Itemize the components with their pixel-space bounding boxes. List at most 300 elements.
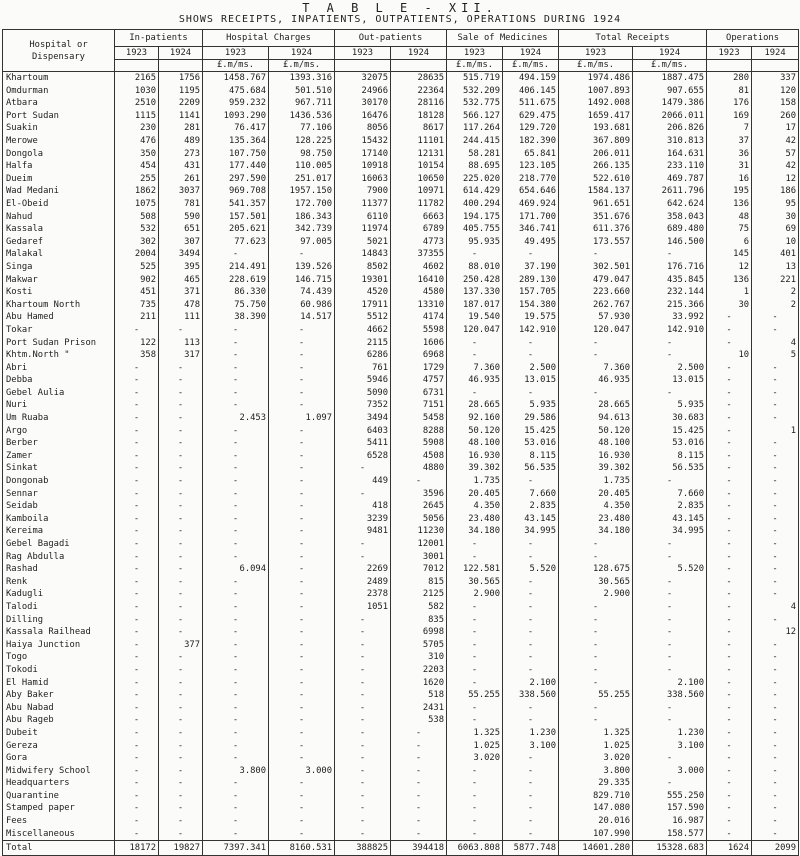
cell-value: - — [115, 588, 159, 601]
cell-value: - — [203, 437, 269, 450]
table-row — [3, 513, 799, 526]
cell-value: - — [203, 752, 269, 765]
cell-value: - — [203, 739, 269, 752]
cell-value: - — [203, 525, 269, 538]
unit-header: £.m/ms. — [633, 60, 707, 72]
cell-value: 7 — [707, 122, 752, 135]
row-name: El-Obeid — [3, 198, 115, 211]
cell-value: - — [707, 437, 752, 450]
cell-value: - — [203, 689, 269, 702]
cell-value: 961.651 — [559, 198, 633, 211]
cell-value: 7.660 — [633, 488, 707, 501]
row-name: Abu Hamed — [3, 311, 115, 324]
cell-value: 39.302 — [559, 462, 633, 475]
cell-value: - — [335, 626, 391, 639]
cell-value: 244.415 — [447, 135, 503, 148]
cell-value: - — [269, 815, 335, 828]
cell-value: - — [707, 563, 752, 576]
cell-value: - — [391, 802, 447, 815]
cell-value: - — [633, 336, 707, 349]
cell-value: - — [115, 739, 159, 752]
cell-value: 337 — [752, 72, 799, 85]
cell-value: 289.130 — [503, 274, 559, 287]
cell-value: 34.995 — [633, 525, 707, 538]
cell-value: 465 — [159, 274, 203, 287]
cell-value: - — [159, 626, 203, 639]
cell-value: 33.992 — [633, 311, 707, 324]
cell-value: 55.255 — [559, 689, 633, 702]
cell-value: - — [707, 588, 752, 601]
blank-header — [335, 60, 391, 72]
cell-value: 2 — [752, 299, 799, 312]
table-row — [3, 714, 799, 727]
cell-value: 522.610 — [559, 173, 633, 186]
row-name: Omdurman — [3, 85, 115, 98]
cell-value: 42 — [752, 160, 799, 173]
cell-value: - — [115, 399, 159, 412]
cell-value: 4.350 — [559, 500, 633, 513]
cell-value: - — [203, 777, 269, 790]
table-row — [3, 551, 799, 564]
cell-value: - — [447, 664, 503, 677]
table-row — [3, 614, 799, 627]
table-row — [3, 500, 799, 513]
row-name: Sinkat — [3, 462, 115, 475]
cell-value: 233.110 — [633, 160, 707, 173]
cell-value: 173.557 — [559, 236, 633, 249]
row-name: Suakin — [3, 122, 115, 135]
cell-value: - — [707, 727, 752, 740]
cell-value: - — [203, 248, 269, 261]
cell-value: 24966 — [335, 85, 391, 98]
cell-value: 128.225 — [269, 135, 335, 148]
cell-value: - — [203, 362, 269, 375]
cell-value: - — [633, 248, 707, 261]
cell-value: 6 — [707, 236, 752, 249]
cell-value: 735 — [115, 299, 159, 312]
cell-value: 10650 — [391, 173, 447, 186]
cell-value: 2.500 — [503, 362, 559, 375]
table-row — [3, 173, 799, 186]
cell-value: 5598 — [391, 324, 447, 337]
cell-value: 302.501 — [559, 261, 633, 274]
cell-value: - — [707, 765, 752, 778]
cell-value: - — [503, 614, 559, 627]
cell-value: 230 — [115, 122, 159, 135]
cell-value: - — [115, 374, 159, 387]
cell-value: 171.700 — [503, 211, 559, 224]
row-name: Port Sudan Prison — [3, 336, 115, 349]
cell-value: 2645 — [391, 500, 447, 513]
cell-value: 55.255 — [447, 689, 503, 702]
cell-value: - — [269, 362, 335, 375]
cell-value: 13.015 — [503, 374, 559, 387]
cell-value: 454 — [115, 160, 159, 173]
cell-value: - — [503, 475, 559, 488]
cell-value: 1141 — [159, 110, 203, 123]
cell-value: - — [335, 664, 391, 677]
cell-value: - — [115, 677, 159, 690]
year-header: 1923 — [559, 47, 633, 60]
cell-value: 57.930 — [559, 311, 633, 324]
cell-value: 611.376 — [559, 223, 633, 236]
cell-value: 36 — [707, 148, 752, 161]
cell-value: 317 — [159, 349, 203, 362]
cell-value: 12 — [707, 261, 752, 274]
cell-value: 137.330 — [447, 286, 503, 299]
cell-value: - — [752, 588, 799, 601]
cell-value: 1195 — [159, 85, 203, 98]
cell-value: 5 — [752, 349, 799, 362]
cell-value: - — [447, 677, 503, 690]
cell-value: 195 — [707, 185, 752, 198]
cell-value: 1974.486 — [559, 72, 633, 85]
cell-value: - — [559, 651, 633, 664]
cell-value: - — [159, 651, 203, 664]
cell-value: - — [447, 336, 503, 349]
cell-value: 1862 — [115, 185, 159, 198]
table-row — [3, 211, 799, 224]
row-name: Aby Baker — [3, 689, 115, 702]
cell-value: 310.813 — [633, 135, 707, 148]
cell-value: - — [707, 399, 752, 412]
cell-value: 3037 — [159, 185, 203, 198]
cell-value: 3596 — [391, 488, 447, 501]
table-row — [3, 160, 799, 173]
cell-value: 13310 — [391, 299, 447, 312]
cell-value: 614.429 — [447, 185, 503, 198]
cell-value: 7.360 — [447, 362, 503, 375]
cell-value: 34.995 — [503, 525, 559, 538]
year-header: 1924 — [391, 47, 447, 60]
cell-value: 16063 — [335, 173, 391, 186]
cell-value: 129.720 — [503, 122, 559, 135]
table-row — [3, 110, 799, 123]
cell-value: - — [115, 651, 159, 664]
cell-value: 250.428 — [447, 274, 503, 287]
cell-value: - — [707, 450, 752, 463]
cell-value: - — [335, 538, 391, 551]
cell-value: 400.294 — [447, 198, 503, 211]
cell-value: - — [203, 727, 269, 740]
cell-value: 120.047 — [447, 324, 503, 337]
row-name: Port Sudan — [3, 110, 115, 123]
cell-value: 654.646 — [503, 185, 559, 198]
table-row — [3, 248, 799, 261]
cell-value: - — [335, 752, 391, 765]
cell-value: - — [203, 677, 269, 690]
cell-value: 902 — [115, 274, 159, 287]
cell-value: 532.775 — [447, 97, 503, 110]
cell-value: 5908 — [391, 437, 447, 450]
cell-value: - — [203, 815, 269, 828]
table-row — [3, 198, 799, 211]
cell-value: 19.575 — [503, 311, 559, 324]
cell-value: - — [269, 677, 335, 690]
cell-value: - — [707, 626, 752, 639]
row-name: Headquarters — [3, 777, 115, 790]
cell-value: - — [447, 538, 503, 551]
cell-value: 10 — [752, 236, 799, 249]
cell-value: - — [159, 614, 203, 627]
cell-value: 310 — [391, 651, 447, 664]
cell-value: 629.475 — [503, 110, 559, 123]
cell-value: 50.120 — [447, 425, 503, 438]
cell-value: 10154 — [391, 160, 447, 173]
cell-value: - — [159, 727, 203, 740]
cell-value: - — [115, 639, 159, 652]
cell-value: 48.100 — [559, 437, 633, 450]
cell-value: 388825 — [335, 841, 391, 856]
row-name: Rag Abdulla — [3, 551, 115, 564]
cell-value: - — [203, 374, 269, 387]
blank-header — [752, 60, 799, 72]
cell-value: 395 — [159, 261, 203, 274]
cell-value: - — [115, 563, 159, 576]
cell-value: - — [559, 626, 633, 639]
table-row — [3, 739, 799, 752]
cell-value: 88.695 — [447, 160, 503, 173]
cell-value: - — [335, 777, 391, 790]
cell-value: 30 — [752, 211, 799, 224]
cell-value: 371 — [159, 286, 203, 299]
row-name: Atbara — [3, 97, 115, 110]
table-row — [3, 236, 799, 249]
cell-value: - — [707, 576, 752, 589]
cell-value: 12131 — [391, 148, 447, 161]
cell-value: - — [203, 538, 269, 551]
cell-value: 29.586 — [503, 412, 559, 425]
cell-value: 515.719 — [447, 72, 503, 85]
cell-value: - — [115, 513, 159, 526]
cell-value: - — [752, 374, 799, 387]
cell-value: 28116 — [391, 97, 447, 110]
cell-value: - — [752, 739, 799, 752]
cell-value: 1.025 — [447, 739, 503, 752]
table-row — [3, 387, 799, 400]
blank-header — [159, 60, 203, 72]
cell-value: - — [203, 702, 269, 715]
cell-value: - — [159, 689, 203, 702]
cell-value: - — [503, 752, 559, 765]
cell-value: 7151 — [391, 399, 447, 412]
cell-value: 2510 — [115, 97, 159, 110]
cell-value: - — [203, 828, 269, 841]
unit-header: £.m/ms. — [269, 60, 335, 72]
cell-value: - — [752, 614, 799, 627]
cell-value: - — [707, 802, 752, 815]
cell-value: 56.535 — [503, 462, 559, 475]
cell-value: 154.380 — [503, 299, 559, 312]
row-name: Dongonab — [3, 475, 115, 488]
cell-value: - — [115, 488, 159, 501]
table-row — [3, 311, 799, 324]
cell-value: - — [447, 248, 503, 261]
cell-value: 642.624 — [633, 198, 707, 211]
cell-value: 13.015 — [633, 374, 707, 387]
cell-value: - — [752, 714, 799, 727]
cell-value: - — [752, 828, 799, 841]
table-row — [3, 765, 799, 778]
cell-value: 6663 — [391, 211, 447, 224]
cell-value: - — [115, 626, 159, 639]
cell-value: 5512 — [335, 311, 391, 324]
cell-value: 42 — [752, 135, 799, 148]
cell-value: - — [159, 563, 203, 576]
table-row — [3, 815, 799, 828]
cell-value: 449 — [335, 475, 391, 488]
cell-value: - — [707, 752, 752, 765]
cell-value: - — [707, 601, 752, 614]
cell-value: 1075 — [115, 198, 159, 211]
year-header: 1923 — [203, 47, 269, 60]
cell-value: 1458.767 — [203, 72, 269, 85]
row-name: Khartoum North — [3, 299, 115, 312]
cell-value: 147.080 — [559, 802, 633, 815]
cell-value: - — [159, 374, 203, 387]
cell-value: 7397.341 — [203, 841, 269, 856]
cell-value: - — [159, 739, 203, 752]
cell-value: 176.716 — [633, 261, 707, 274]
cell-value: - — [335, 765, 391, 778]
cell-value: - — [115, 777, 159, 790]
row-name: Singa — [3, 261, 115, 274]
cell-value: - — [559, 601, 633, 614]
cell-value: - — [159, 538, 203, 551]
cell-value: - — [707, 336, 752, 349]
cell-value: - — [752, 475, 799, 488]
cell-value: 58.281 — [447, 148, 503, 161]
row-name: Berber — [3, 437, 115, 450]
cell-value: 346.741 — [503, 223, 559, 236]
cell-value: - — [159, 450, 203, 463]
cell-value: 29.335 — [559, 777, 633, 790]
cell-value: - — [707, 815, 752, 828]
cell-value: 92.160 — [447, 412, 503, 425]
table-title — [0, 2, 800, 26]
cell-value: 77.623 — [203, 236, 269, 249]
cell-value: - — [269, 387, 335, 400]
cell-value: - — [115, 752, 159, 765]
cell-value: - — [503, 765, 559, 778]
row-name: Makwar — [3, 274, 115, 287]
table-row — [3, 664, 799, 677]
table-row — [3, 362, 799, 375]
cell-value: 16476 — [335, 110, 391, 123]
year-header: 1924 — [269, 47, 335, 60]
cell-value: - — [752, 664, 799, 677]
cell-value: 11377 — [335, 198, 391, 211]
cell-value: 1393.316 — [269, 72, 335, 85]
cell-value: - — [203, 399, 269, 412]
cell-value: - — [203, 349, 269, 362]
cell-value: 3.100 — [633, 739, 707, 752]
cell-value: - — [707, 324, 752, 337]
cell-value: 2.100 — [503, 677, 559, 690]
cell-value: 146.500 — [633, 236, 707, 249]
cell-value: 158 — [752, 97, 799, 110]
table-row — [3, 299, 799, 312]
cell-value: 5946 — [335, 374, 391, 387]
cell-value: 2.500 — [633, 362, 707, 375]
cell-value: 4757 — [391, 374, 447, 387]
row-name: Tokar — [3, 324, 115, 337]
row-name: Seidab — [3, 500, 115, 513]
cell-value: - — [707, 538, 752, 551]
total-row — [3, 841, 799, 856]
header-outpatients: Out-patients — [335, 30, 447, 47]
cell-value: - — [203, 425, 269, 438]
cell-value: - — [269, 601, 335, 614]
cell-value: 511.675 — [503, 97, 559, 110]
cell-value: - — [335, 551, 391, 564]
cell-value: 13 — [752, 261, 799, 274]
cell-value: - — [115, 324, 159, 337]
cell-value: 401 — [752, 248, 799, 261]
row-name: Rashad — [3, 563, 115, 576]
cell-value: 1756 — [159, 72, 203, 85]
cell-value: 48.100 — [447, 437, 503, 450]
cell-value: - — [559, 387, 633, 400]
table-row — [3, 651, 799, 664]
cell-value: - — [203, 651, 269, 664]
cell-value: 907.655 — [633, 85, 707, 98]
row-name: El Hamid — [3, 677, 115, 690]
table-row — [3, 286, 799, 299]
cell-value: - — [269, 752, 335, 765]
cell-value: 5090 — [335, 387, 391, 400]
cell-value: 19.540 — [447, 311, 503, 324]
cell-value: - — [159, 475, 203, 488]
cell-value: - — [707, 362, 752, 375]
cell-value: - — [159, 425, 203, 438]
cell-value: 77.106 — [269, 122, 335, 135]
cell-value: 1093.290 — [203, 110, 269, 123]
table-row — [3, 412, 799, 425]
cell-value: - — [447, 601, 503, 614]
cell-value: 8617 — [391, 122, 447, 135]
cell-value: 6110 — [335, 211, 391, 224]
row-name: Abu Nabad — [3, 702, 115, 715]
cell-value: 46.935 — [559, 374, 633, 387]
cell-value: - — [707, 664, 752, 677]
cell-value: 43.145 — [633, 513, 707, 526]
cell-value: 3494 — [335, 412, 391, 425]
cell-value: - — [115, 790, 159, 803]
cell-value: 19827 — [159, 841, 203, 856]
cell-value: 478 — [159, 299, 203, 312]
table-row — [3, 639, 799, 652]
cell-value: - — [559, 248, 633, 261]
cell-value: - — [559, 336, 633, 349]
cell-value: - — [203, 576, 269, 589]
table-row — [3, 135, 799, 148]
table-row — [3, 324, 799, 337]
cell-value: 2099 — [752, 841, 799, 856]
cell-value: 5705 — [391, 639, 447, 652]
cell-value: 157.705 — [503, 286, 559, 299]
cell-value: - — [115, 362, 159, 375]
cell-value: - — [269, 727, 335, 740]
cell-value: 5458 — [391, 412, 447, 425]
cell-value: - — [559, 614, 633, 627]
cell-value: 351.676 — [559, 211, 633, 224]
row-name: Merowe — [3, 135, 115, 148]
cell-value: 76.417 — [203, 122, 269, 135]
row-name: Stamped paper — [3, 802, 115, 815]
row-name: Total — [3, 841, 115, 856]
cell-value: 228.619 — [203, 274, 269, 287]
